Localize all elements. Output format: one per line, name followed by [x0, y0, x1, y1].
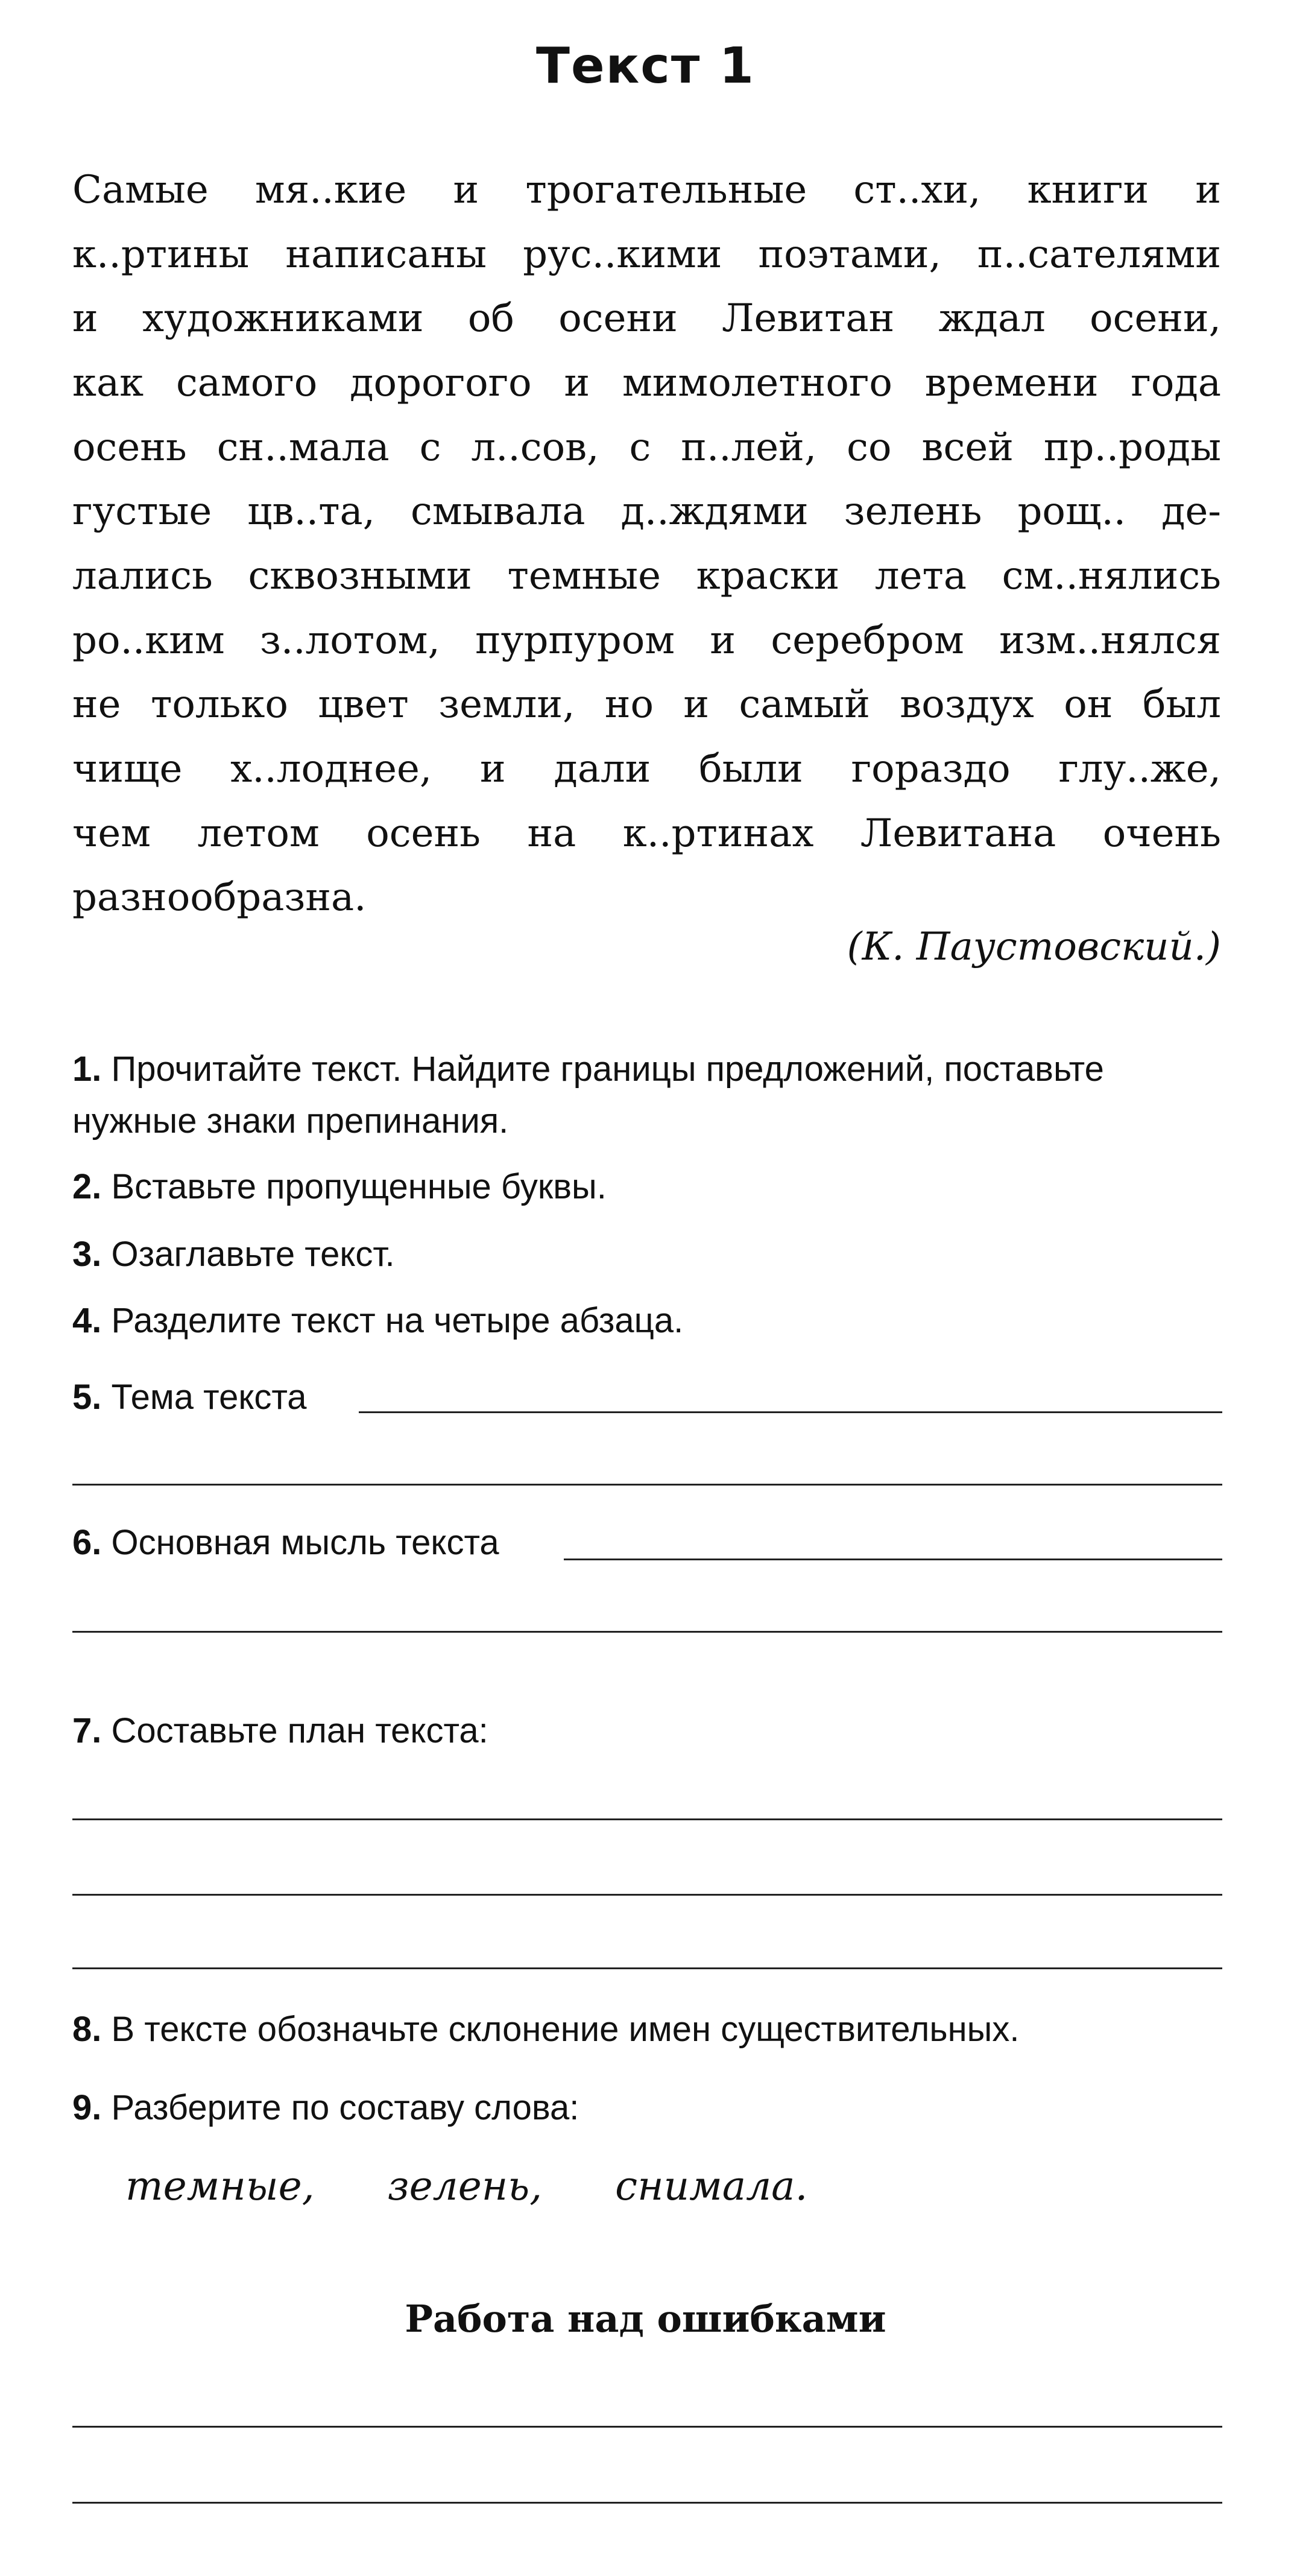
- task-number: 4.: [72, 1301, 102, 1340]
- text-line: чем летом осень на к..ртинах Левитана очень: [72, 811, 1221, 856]
- text-line: и художниками об осени Левитан ждал осени,: [72, 296, 1221, 341]
- task-1: [72, 1043, 1224, 1147]
- text-line: чище х..лоднее, и дали были гораздо глу..же,: [72, 747, 1221, 791]
- task-number: 1.: [72, 1049, 102, 1089]
- task-text: Тема текста: [111, 1378, 307, 1417]
- task-6: [72, 1517, 1224, 1569]
- text-line: ро..ким з..лотом, пурпуром и серебром изм..нялся: [72, 618, 1221, 663]
- answer-line-plan-1[interactable]: [72, 1818, 1222, 1820]
- answer-line-plan-2[interactable]: [72, 1894, 1222, 1896]
- answer-line-theme[interactable]: [359, 1411, 1222, 1413]
- task-text: Разберите по составу слова:: [111, 2088, 579, 2127]
- answer-line-theme-2[interactable]: [72, 1484, 1222, 1486]
- task-text: Прочитайте текст. Найдите границы предложений, поставьте нужные знаки препинания.: [72, 1049, 1104, 1141]
- task-5: [72, 1372, 1224, 1423]
- task-number: 8.: [72, 2010, 102, 2049]
- text-line: как самого дорогого и мимолетного времени года: [72, 361, 1221, 405]
- task-text: Разделите текст на четыре абзаца.: [111, 1301, 684, 1340]
- answer-line-main-idea[interactable]: [564, 1559, 1222, 1560]
- task-number: 2.: [72, 1167, 102, 1206]
- task-number: 3.: [72, 1235, 102, 1274]
- task-number: 6.: [72, 1523, 102, 1562]
- task-text: Составьте план текста:: [111, 1711, 488, 1750]
- task-8: [72, 2004, 1224, 2055]
- page-title: Текст 1: [536, 37, 755, 95]
- task-7: [72, 1705, 1224, 1757]
- task-text: Вставьте пропущенные буквы.: [111, 1167, 607, 1206]
- answer-line-plan-3[interactable]: [72, 1967, 1222, 1969]
- text-line: осень сн..мала с л..сов, с п..лей, со всей пр..роды: [72, 425, 1221, 470]
- text-line: к..ртины написаны рус..кими поэтами, п..сателями: [72, 232, 1221, 277]
- task-text: Озаглавьте текст.: [111, 1235, 395, 1274]
- task-text: В тексте обозначьте склонение имен существительных.: [111, 2010, 1020, 2049]
- parse-word: снимала.: [615, 2163, 808, 2209]
- parse-word: зелень,: [387, 2163, 543, 2209]
- task-number: 5.: [72, 1378, 102, 1417]
- text-line: густые цв..та, смывала д..ждями зелень рощ.. де-: [72, 489, 1221, 534]
- text-line: разнообразна.: [72, 875, 367, 920]
- errors-line-1[interactable]: [72, 2426, 1222, 2428]
- text-line: Самые мя..кие и трогательные ст..хи, книги и: [72, 168, 1221, 212]
- task-number: 7.: [72, 1711, 102, 1750]
- author-attribution: (К. Паустовский.): [847, 925, 1221, 969]
- parse-words: [125, 2159, 868, 2214]
- parse-word: темные,: [125, 2163, 315, 2209]
- task-9: [72, 2082, 1224, 2134]
- task-3: [72, 1229, 1224, 1280]
- errors-line-2[interactable]: [72, 2502, 1222, 2504]
- text-line: не только цвет земли, но и самый воздух он был: [72, 682, 1221, 727]
- task-4: [72, 1295, 1224, 1347]
- task-text: Основная мысль текста: [111, 1523, 499, 1562]
- task-2: [72, 1161, 1224, 1213]
- task-number: 9.: [72, 2088, 102, 2127]
- answer-line-main-idea-2[interactable]: [72, 1631, 1222, 1633]
- errors-heading: Работа над ошибками: [405, 2297, 886, 2341]
- text-line: лались сквозными темные краски лета см..нялись: [72, 554, 1221, 598]
